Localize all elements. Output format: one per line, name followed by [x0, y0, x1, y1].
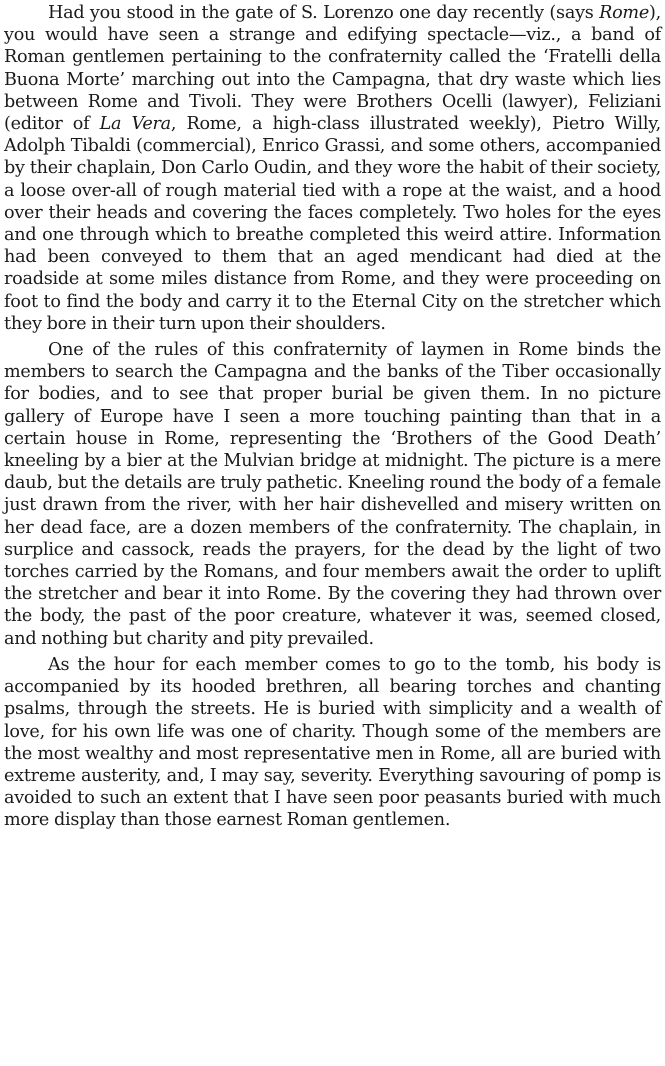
paragraph-1-part-a: Had you stood in the gate of S. Lorenzo one day recently (says: [48, 3, 600, 23]
paragraph-1-part-c: , Rome, a high-class illustrated weekly), Pietro Willy, Adolph Tibaldi (commercial), Enrico Grassi, and some others, accompanied by their chaplain, Don Carlo Oudin, and they wore the habit of their society, a loose over-all of rough material tied with a rope at the waist, and a hood over their heads and covering the faces completely. Two holes for the eyes and one through which to breathe completed this weird attire. Information had been conveyed to them that an aged mendicant had died at the roadside at some miles distance from Rome, and they were proceeding on foot to find the body and carry it to the Eternal City on the stretcher which they bore in their turn upon their shoulders.: [4, 114, 661, 334]
newspaper-article: [4, 2, 661, 836]
publication-title-la-vera: La Vera: [99, 114, 171, 135]
paragraph-3: As the hour for each member comes to go to the tomb, his body is accompanied by its hooded brethren, all bearing torches and chanting psalms, through the streets. He is buried with simplicity and a wealth of love, for his own life was one of charity. Though some of the members are the most wealthy and most representative men in Rome, all are buried with extreme austerity, and, I may say, severity. Everything savouring of pomp is avoided to such an extent that I have seen poor peasants buried with much more display than those earnest Roman gentlemen.: [4, 654, 661, 831]
publication-title-rome: Rome: [599, 3, 650, 23]
paragraph-1-part-b: ), you would have seen a strange and edifying spectacle—viz., a band of Roman gentlemen pertaining to the confraternity called the ‘Fratelli della Buona Morte’ marching out into the Campagna, that dry waste which lies between Rome and Tivoli. They were Brothers Ocelli (lawyer), Feliziani (editor of: [4, 3, 661, 135]
paragraph-2: One of the rules of this confraternity of laymen in Rome binds the members to search the Campagna and the banks of the Tiber occasionally for bodies, and to see that proper burial be given them. In no picture gallery of Europe have I seen a more touching painting than that in a certain house in Rome, representing the ‘Brothers of the Good Death’ kneeling by a bier at the Mulvian bridge at midnight. The picture is a mere daub, but the details are truly pathetic. Kneeling round the body of a female just drawn from the river, with her hair dishevelled and misery written on her dead face, are a dozen members of the confraternity. The chaplain, in surplice and cassock, reads the prayers, for the dead by the light of two torches carried by the Romans, and four members await the order to uplift the stretcher and bear it into Rome. By the covering they had thrown over the body, the past of the poor creature, whatever it was, seemed closed, and nothing but charity and pity prevailed.: [4, 340, 661, 649]
paragraph-1: [4, 2, 661, 335]
